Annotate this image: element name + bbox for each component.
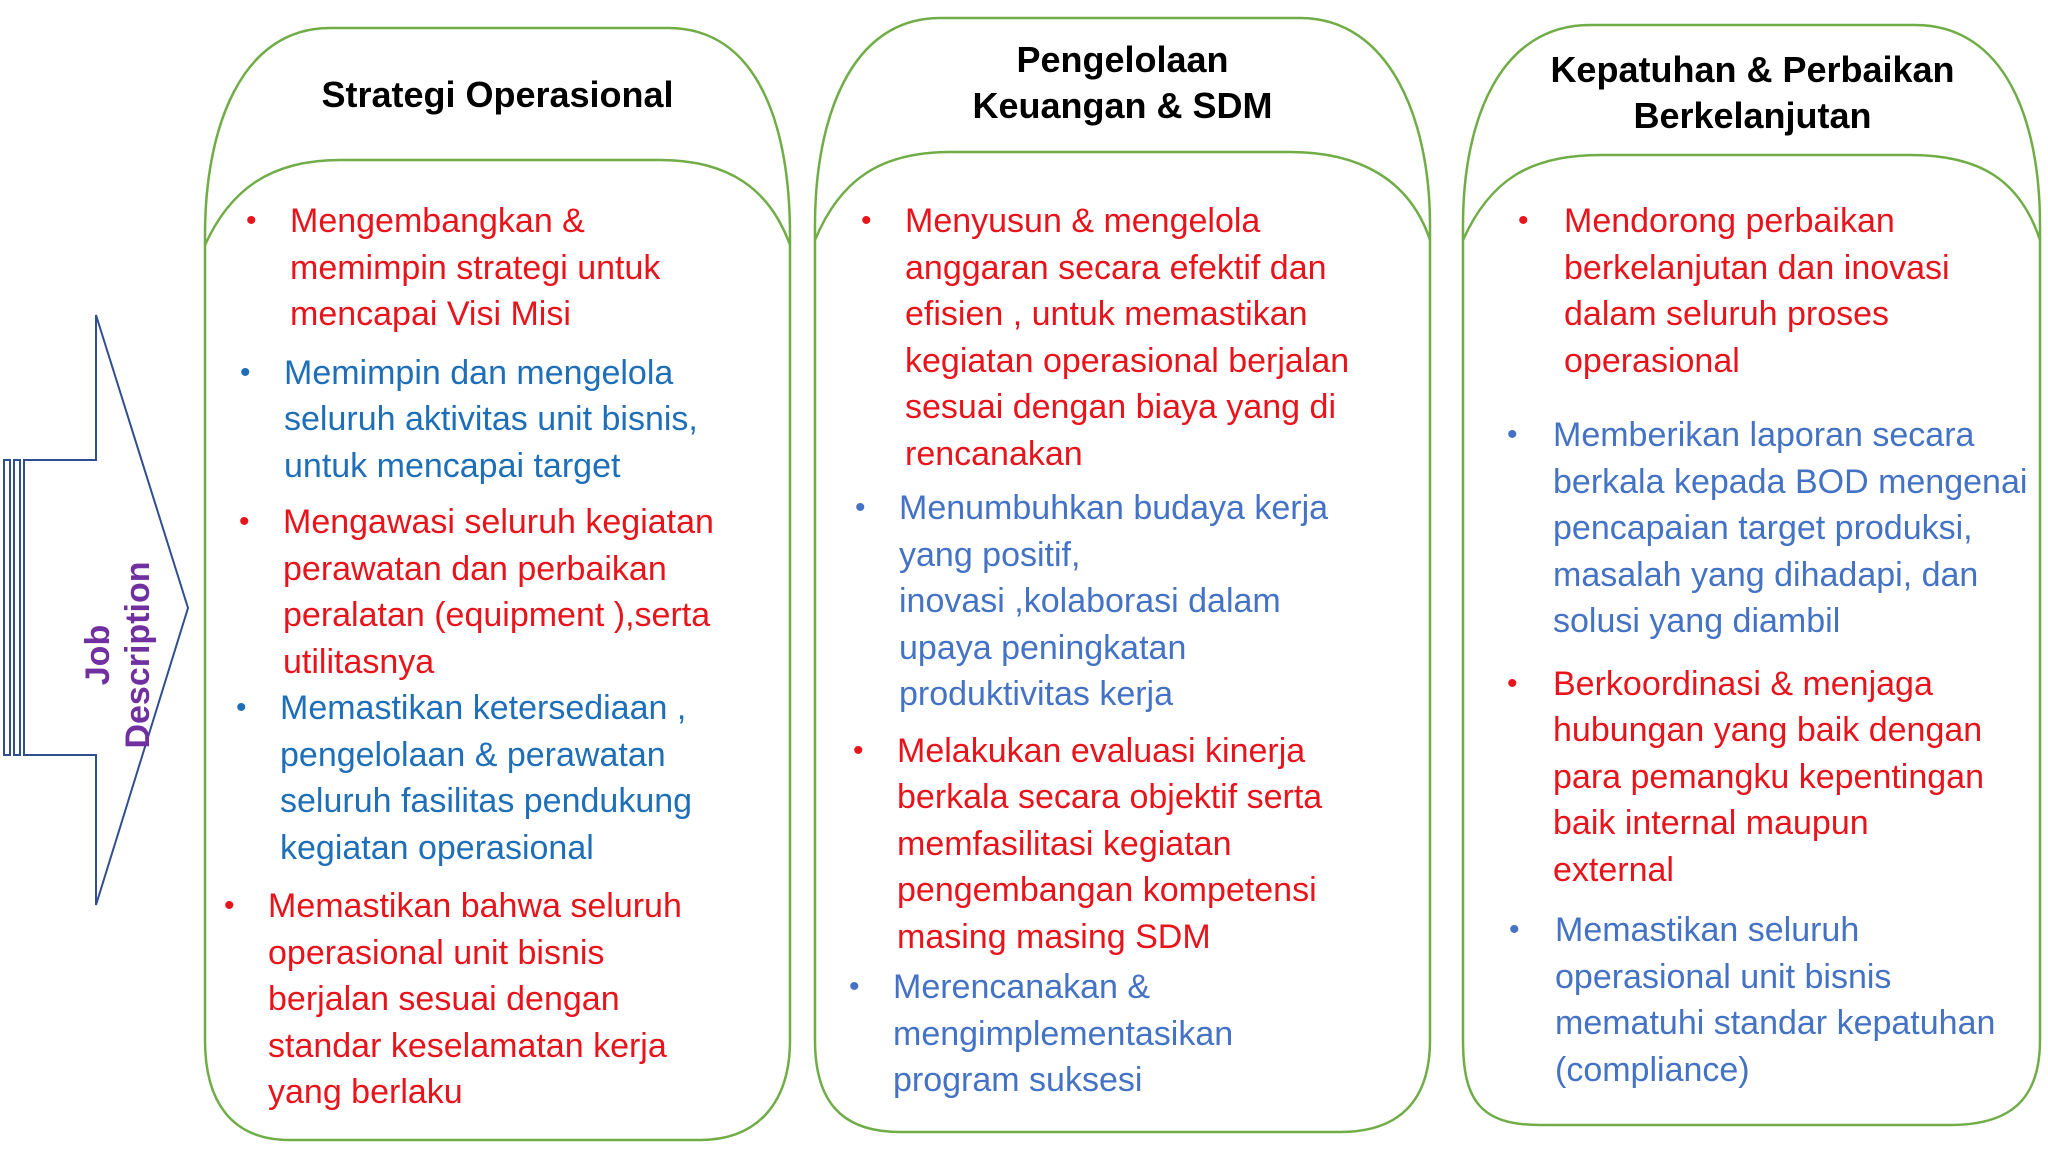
list-item: • Memimpin dan mengelola seluruh aktivitas unit bisnis, untuk mencapai target (284, 350, 789, 490)
column-2-title-line-1: Pengelolaan (1016, 39, 1229, 80)
list-item: • Berkoordinasi & menjaga hubungan yang baik dengan para pemangku kepentingan baik internal maupun external (1553, 661, 2028, 894)
list-item: • Mengawasi seluruh kegiatan perawatan dan perbaikan peralatan (equipment ),serta utilitasnya (283, 499, 788, 685)
column-3-list (1553, 198, 2039, 1093)
column-2-title (820, 35, 1425, 131)
column-1-list (268, 198, 773, 1116)
list-item: • Merencanakan & mengimplementasikan program suksesi (893, 964, 1408, 1104)
column-2-list (893, 198, 1420, 1104)
column-2-title-line-2: Keuangan & SDM (972, 85, 1273, 126)
list-item: • Memastikan seluruh operasional unit bisnis mematuhi standar kepatuhan (compliance) (1555, 907, 2030, 1093)
list-item: • Menyusun & mengelola anggaran secara efektif dan efisien , untuk memastikan kegiatan operasional berjalan sesuai dengan biaya yang di rencanakan (905, 198, 1420, 477)
column-3-title-line-2: Berkelanjutan (1633, 95, 1872, 136)
label-line-2: Description (119, 561, 157, 749)
label-line-1: Job (79, 624, 117, 686)
list-item: • Memastikan bahwa seluruh operasional unit bisnis berjalan sesuai dengan standar keselamatan kerja yang berlaku (268, 883, 773, 1116)
list-item: • Mengembangkan & memimpin strategi untuk mencapai Visi Misi (290, 198, 795, 338)
column-3-title (1470, 45, 2035, 141)
list-item: • Melakukan evaluasi kinerja berkala secara objektif serta memfasilitasi kegiatan pengembangan kompetensi masing masing SDM (897, 728, 1412, 961)
list-item: • Memberikan laporan secara berkala kepada BOD mengenai pencapaian target produksi, masalah yang dihadapi, dan solusi yang diambil (1553, 412, 2028, 645)
column-3-title-line-1: Kepatuhan & Perbaikan (1550, 49, 1955, 90)
list-item: • Menumbuhkan budaya kerja yang positif, inovasi ,kolaborasi dalam upaya peningkatan produktivitas kerja (899, 485, 1414, 718)
job-description-label (68, 545, 168, 765)
list-item: • Memastikan ketersediaan , pengelolaan & perawatan seluruh fasilitas pendukung kegiatan operasional (280, 685, 785, 871)
list-item: • Mendorong perbaikan berkelanjutan dan inovasi dalam seluruh proses operasional (1564, 198, 2039, 384)
column-1-title: Strategi Operasional (321, 74, 674, 115)
